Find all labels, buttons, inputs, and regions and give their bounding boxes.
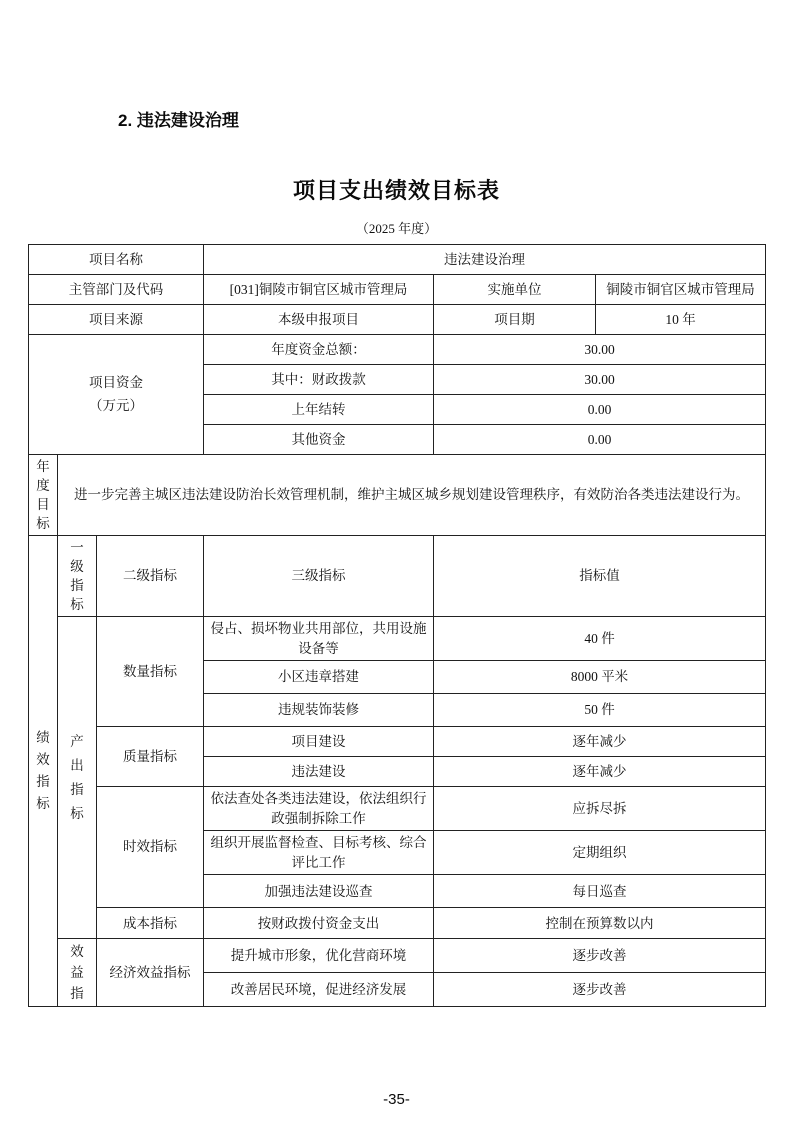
department-label: 主管部门及代码 bbox=[29, 275, 204, 305]
level3-item: 依法查处各类违法建设，依法组织行政强制拆除工作 bbox=[204, 787, 434, 831]
project-name-value: 违法建设治理 bbox=[204, 245, 766, 275]
indicator-row bbox=[29, 617, 766, 661]
level2-timeliness: 时效指标 bbox=[97, 787, 204, 908]
source-value: 本级申报项目 bbox=[204, 305, 434, 335]
indicator-value: 定期组织 bbox=[434, 831, 766, 875]
period-label: 项目期 bbox=[434, 305, 596, 335]
level3-item: 项目建设 bbox=[204, 727, 434, 757]
performance-indicator-label: 绩效指标 bbox=[29, 536, 58, 1007]
page-number: -35- bbox=[383, 1091, 410, 1109]
level2-quality: 质量指标 bbox=[97, 727, 204, 787]
level3-item: 小区违章搭建 bbox=[204, 661, 434, 694]
indicator-value: 应拆尽拆 bbox=[434, 787, 766, 831]
impl-unit-value: 铜陵市铜官区城市管理局 bbox=[596, 275, 766, 305]
level3-item: 侵占、损坏物业共用部位，共用设施设备等 bbox=[204, 617, 434, 661]
header-level2: 二级指标 bbox=[97, 536, 204, 617]
funding-fiscal-value: 30.00 bbox=[434, 365, 766, 395]
period-value: 10 年 bbox=[596, 305, 766, 335]
department-value: [031]铜陵市铜官区城市管理局 bbox=[204, 275, 434, 305]
level1-output-label: 产出指标 bbox=[58, 617, 97, 939]
funding-label-line2: （万元） bbox=[89, 397, 143, 413]
indicator-row bbox=[29, 727, 766, 757]
row-source bbox=[29, 305, 766, 335]
header-level1: 一级指标 bbox=[58, 536, 97, 617]
level3-item: 违规装饰装修 bbox=[204, 694, 434, 727]
indicator-value: 8000 平米 bbox=[434, 661, 766, 694]
indicator-row bbox=[29, 787, 766, 831]
project-name-label: 项目名称 bbox=[29, 245, 204, 275]
level3-item: 提升城市形象，优化营商环境 bbox=[204, 939, 434, 973]
funding-total-value: 30.00 bbox=[434, 335, 766, 365]
indicator-value: 每日巡查 bbox=[434, 875, 766, 908]
level3-item: 加强违法建设巡查 bbox=[204, 875, 434, 908]
row-department bbox=[29, 275, 766, 305]
indicator-row bbox=[29, 908, 766, 939]
level2-cost: 成本指标 bbox=[97, 908, 204, 939]
funding-carryover-label: 上年结转 bbox=[204, 395, 434, 425]
row-project-name bbox=[29, 245, 766, 275]
funding-total-label: 年度资金总额： bbox=[204, 335, 434, 365]
indicator-row bbox=[29, 939, 766, 973]
funding-other-value: 0.00 bbox=[434, 425, 766, 455]
level3-item: 按财政拨付资金支出 bbox=[204, 908, 434, 939]
header-value: 指标值 bbox=[434, 536, 766, 617]
level1-benefit-label: 效益指 bbox=[58, 939, 97, 1007]
level2-quantity: 数量指标 bbox=[97, 617, 204, 727]
header-level3: 三级指标 bbox=[204, 536, 434, 617]
indicator-value: 逐步改善 bbox=[434, 973, 766, 1007]
performance-target-table bbox=[28, 244, 766, 1007]
impl-unit-label: 实施单位 bbox=[434, 275, 596, 305]
row-annual-goal bbox=[29, 455, 766, 536]
row-funding-total bbox=[29, 335, 766, 365]
level3-item: 组织开展监督检查、目标考核、综合评比工作 bbox=[204, 831, 434, 875]
indicator-value: 控制在预算数以内 bbox=[434, 908, 766, 939]
page-subtitle: （2025 年度） bbox=[355, 221, 438, 236]
annual-goal-text: 进一步完善主城区违法建设防治长效管理机制，维护主城区城乡规划建设管理秩序，有效防治各类违法建设行为。 bbox=[58, 455, 766, 536]
funding-fiscal-label: 其中：财政拨款 bbox=[204, 365, 434, 395]
page-title: 项目支出绩效目标表 bbox=[292, 178, 500, 203]
indicator-value: 逐年减少 bbox=[434, 757, 766, 787]
indicator-value: 逐步改善 bbox=[434, 939, 766, 973]
level3-item: 改善居民环境，促进经济发展 bbox=[204, 973, 434, 1007]
row-indicator-header bbox=[29, 536, 766, 617]
funding-label-line1: 项目资金 bbox=[89, 374, 143, 390]
indicator-value: 逐年减少 bbox=[434, 727, 766, 757]
funding-carryover-value: 0.00 bbox=[434, 395, 766, 425]
level3-item: 违法建设 bbox=[204, 757, 434, 787]
indicator-value: 50 件 bbox=[434, 694, 766, 727]
funding-label bbox=[29, 335, 204, 455]
level2-economic-benefit: 经济效益指标 bbox=[97, 939, 204, 1007]
annual-goal-label: 年度目标 bbox=[29, 455, 58, 536]
source-label: 项目来源 bbox=[29, 305, 204, 335]
section-heading: 2. 违法建设治理 bbox=[118, 111, 239, 130]
indicator-value: 40 件 bbox=[434, 617, 766, 661]
funding-other-label: 其他资金 bbox=[204, 425, 434, 455]
